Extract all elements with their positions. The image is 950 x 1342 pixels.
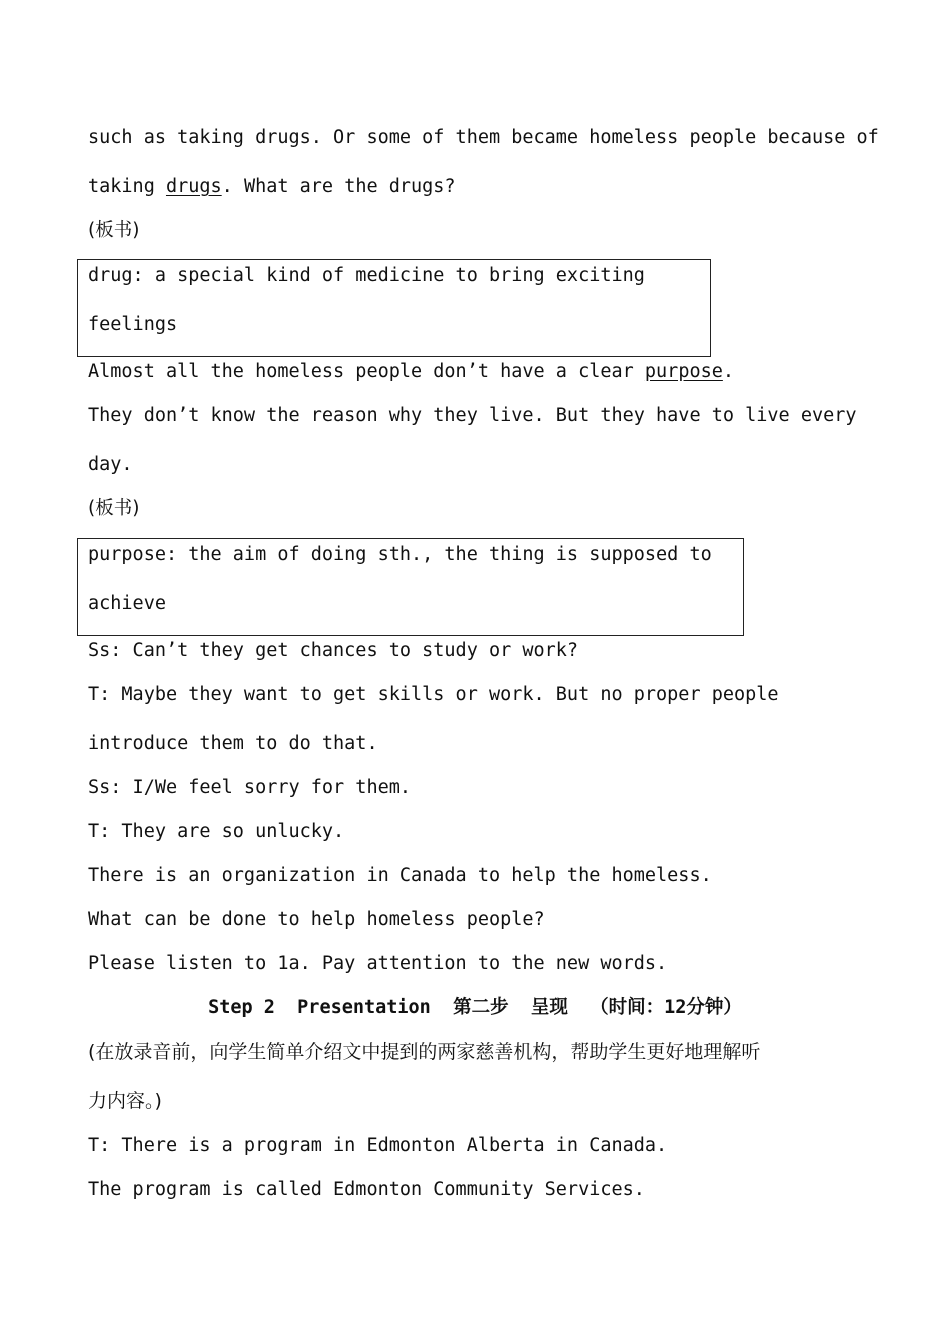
text-line: T: Maybe they want to get skills or work. But no proper people [88,684,779,705]
text-fragment: . [722,361,735,382]
text-fragment: taking [88,176,166,197]
text-line: day. [88,454,133,475]
underlined-word: purpose [644,361,723,382]
teacher-note: (在放录音前，向学生简单介绍文中提到的两家慈善机构，帮助学生更好地理解听 [88,1041,761,1063]
text-line [88,360,734,384]
text-line: introduce them to do that. [88,733,378,754]
text-line: T: There is a program in Edmonton Alberta in Canada. [88,1135,668,1156]
text-line: such as taking drugs. Or some of them became homeless people because of [88,127,879,148]
text-fragment: . What are the drugs? [221,176,456,197]
text-line: There is an organization in Canada to help the homeless. [88,865,712,886]
text-line: They don’t know the reason why they live. But they have to live every [88,405,857,426]
blackboard-label: (板书) [88,220,140,241]
text-line [88,175,456,199]
text-line: Please listen to 1a. Pay attention to the new words. [88,953,668,974]
text-line: Ss: Can’t they get chances to study or work? [88,640,579,661]
text-line: Ss: I/We feel sorry for them. [88,777,412,798]
text-line: The program is called Edmonton Community Services. [88,1179,645,1200]
definition-line: feelings [88,314,178,335]
text-line: What can be done to help homeless people? [88,909,545,930]
text-line: T: They are so unlucky. [88,821,345,842]
text-fragment: Almost all the homeless people don’t have a clear [88,361,645,382]
section-heading: Step 2 Presentation 第二步 呈现 （时间：12分钟） [208,997,742,1018]
blackboard-label: (板书) [88,498,140,519]
underlined-word: drugs [165,176,222,197]
teacher-note: 力内容。) [88,1090,162,1112]
definition-line: drug: a special kind of medicine to bring exciting [88,265,645,286]
definition-line: purpose: the aim of doing sth., the thing is supposed to [88,544,712,565]
definition-line: achieve [88,593,166,614]
